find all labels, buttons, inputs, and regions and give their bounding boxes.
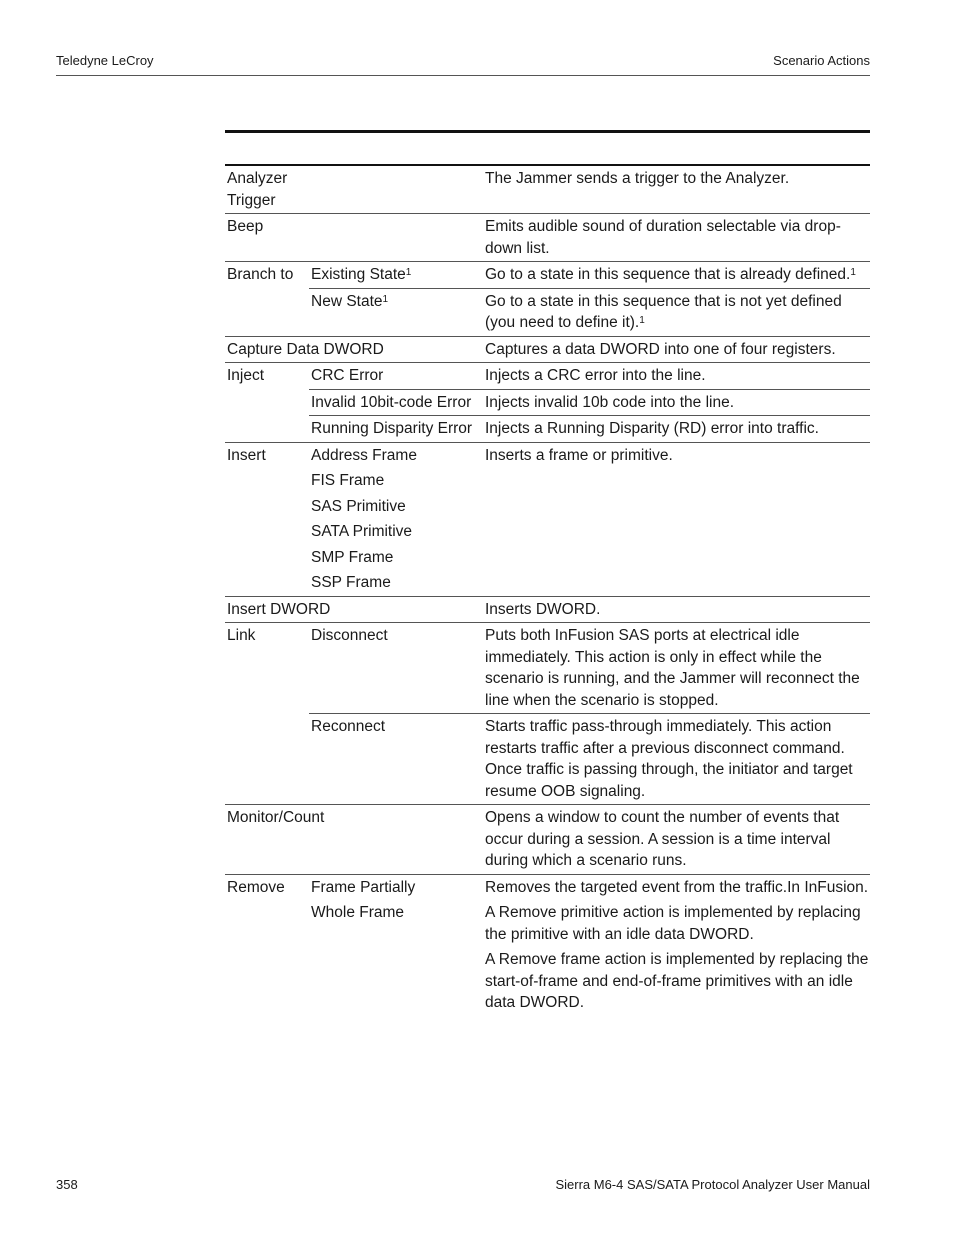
description-cell: [483, 262, 870, 289]
subaction-cell: Invalid 10bit-code Error: [309, 389, 483, 416]
subaction-cell: [309, 262, 483, 289]
action-cell: Insert DWORD: [225, 596, 483, 623]
subaction-cell: [309, 874, 483, 1016]
subaction-label: SATA Primitive: [311, 523, 413, 540]
header-section: Scenario Actions: [773, 53, 870, 68]
action-cell: Inject: [225, 363, 309, 443]
description-cell: [483, 874, 870, 1016]
table-row: [225, 363, 870, 390]
table-row: [225, 416, 870, 443]
description-paragraph: Removes the targeted event from the traffic.In InFusion.: [485, 878, 869, 896]
description-cell: Emits audible sound of duration selectable via drop-down list.: [483, 214, 870, 262]
description-cell: Opens a window to count the number of events that occur during a session. A session is a time interval during which a scenario runs.: [483, 805, 870, 875]
subaction-label: SMP Frame: [311, 548, 394, 566]
subaction-cell: Disconnect: [309, 623, 483, 714]
description-text: Go to a state in this sequence that is already defined.: [485, 266, 851, 283]
page-number: 358: [56, 1177, 78, 1192]
description-cell: Injects invalid 10b code into the line.: [483, 389, 870, 416]
description-cell: Inserts a frame or primitive.: [483, 442, 870, 596]
header-company: Teledyne LeCroy: [56, 53, 154, 68]
description-cell: Injects a Running Disparity (RD) error into traffic.: [483, 416, 870, 443]
table-row: [225, 874, 870, 1016]
page-header: [56, 52, 870, 76]
subaction-label: Address Frame: [311, 446, 417, 464]
footnote-marker: 1: [850, 267, 856, 278]
action-cell: Branch to: [225, 262, 309, 337]
action-label-line2: Trigger: [227, 191, 276, 209]
footnote-marker: 1: [382, 293, 389, 305]
description-cell: Injects a CRC error into the line.: [483, 363, 870, 390]
subaction-cell: CRC Error: [309, 363, 483, 390]
description-cell: Inserts DWORD.: [483, 596, 870, 623]
subaction-cell: [309, 288, 483, 336]
description-paragraph: A Remove frame action is implemented by replacing the start-of-frame and end-of-frame primitives with an idle data DWORD.: [485, 951, 869, 1011]
description-text: Go to a state in this sequence that is not yet defined (you need to define it).: [485, 292, 842, 331]
subaction-label: Whole Frame: [311, 904, 405, 921]
table-row: [225, 623, 870, 714]
table-row: [225, 596, 870, 623]
table-row: [225, 262, 870, 289]
subaction-label: FIS Frame: [311, 472, 385, 489]
table-row: [225, 336, 870, 363]
description-cell: Starts traffic pass-through immediately. This action restarts traffic after a previous disconnect command. Once traffic is passing through, the initiator and target resume OOB signaling.: [483, 714, 870, 805]
action-cell: Link: [225, 623, 309, 805]
table-row: [225, 714, 870, 805]
subaction-label: SSP Frame: [311, 574, 391, 591]
action-label-line1: Analyzer: [227, 170, 288, 187]
description-paragraph: A Remove primitive action is implemented by replacing the primitive with an idle data DWORD.: [485, 904, 861, 943]
table-row: [225, 389, 870, 416]
subaction-cell: Reconnect: [309, 714, 483, 805]
scenario-actions-table: [225, 130, 870, 1016]
description-cell: The Jammer sends a trigger to the Analyzer.: [485, 170, 790, 187]
footnote-marker: 1: [639, 315, 645, 326]
subaction-label: SAS Primitive: [311, 497, 406, 515]
table-top-rule: [225, 130, 870, 133]
action-cell: Insert: [225, 442, 309, 596]
subaction-cell: Running Disparity Error: [309, 416, 483, 443]
table-row: [225, 288, 870, 336]
subaction-cell: [309, 442, 483, 596]
description-cell: [483, 288, 870, 336]
action-cell: Capture Data DWORD: [225, 336, 483, 363]
subaction-label: New State: [311, 292, 383, 310]
description-cell: Puts both InFusion SAS ports at electrical idle immediately. This action is only in effect while the scenario is running, and the Jammer will reconnect the line when the scenario is stopped.: [483, 623, 870, 714]
action-cell: Beep: [225, 214, 483, 262]
table-row: [225, 214, 870, 262]
table-row: [225, 166, 870, 214]
subaction-label: Existing State: [311, 266, 406, 283]
table-row: [225, 442, 870, 596]
table-row: [225, 805, 870, 875]
manual-title: Sierra M6-4 SAS/SATA Protocol Analyzer User Manual: [555, 1177, 870, 1192]
action-cell: Monitor/Count: [225, 805, 483, 875]
action-cell: Remove: [225, 874, 309, 1016]
action-cell: [225, 166, 483, 214]
subaction-label: Frame Partially: [311, 878, 416, 896]
description-cell: Captures a data DWORD into one of four registers.: [483, 336, 870, 363]
footnote-marker: 1: [405, 267, 412, 278]
